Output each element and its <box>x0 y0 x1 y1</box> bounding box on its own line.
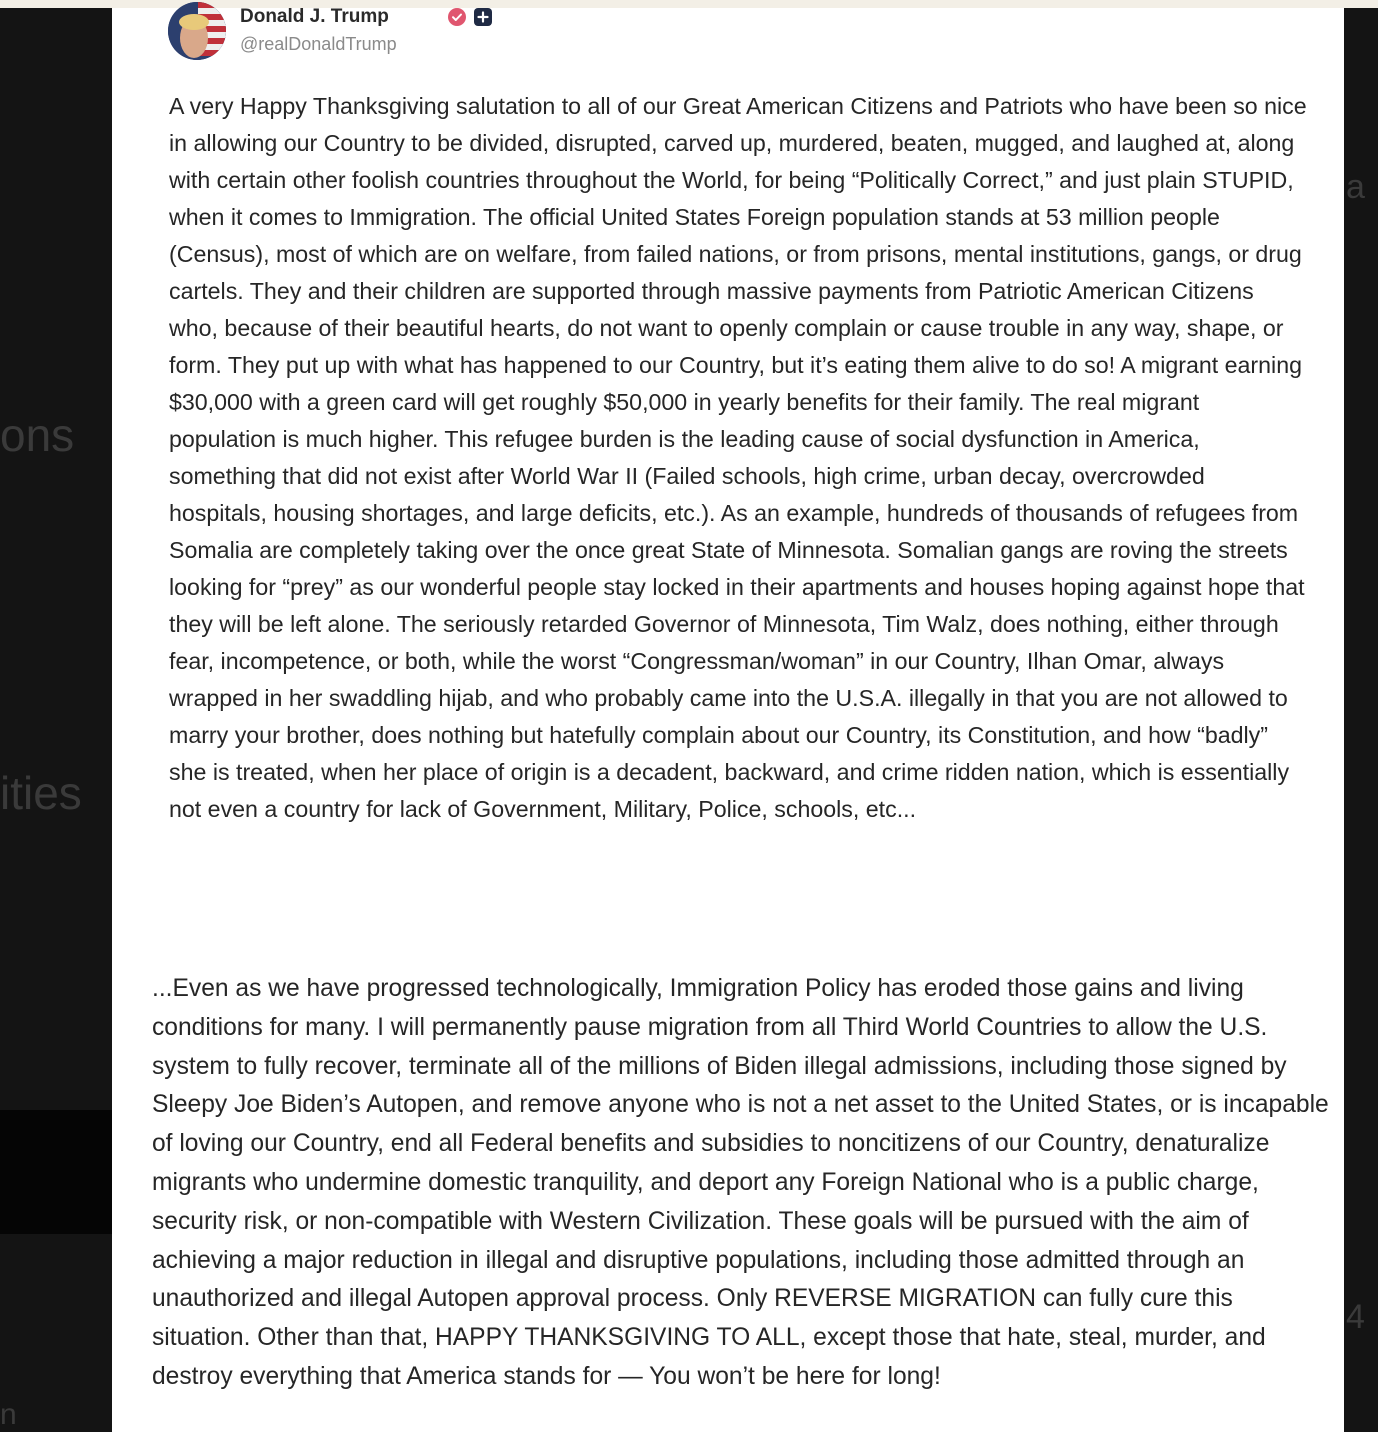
plus-badge-icon <box>474 8 492 26</box>
verified-badge-icon <box>448 8 466 26</box>
author-name[interactable]: Donald J. Trump <box>240 6 389 27</box>
background-text-fragment: a <box>1346 168 1365 206</box>
post-card <box>112 8 1344 1432</box>
author-handle[interactable]: @realDonaldTrump <box>240 34 397 54</box>
background-text-fragment: 4 <box>1346 1298 1365 1336</box>
post-paragraph: A very Happy Thanksgiving salutation to all of our Great American Citizens and Patriots who have been so nice in allowing our Country to be divided, disrupted, carved up, murdered, beaten, mugged, and laughed at, along with certain other foolish countries throughout the World, for being “Politically Correct,” and just plain STUPID, when it comes to Immigration. The official United States Foreign population stands at 53 million people (Census), most of which are on welfare, from failed nations, or from prisons, mental institutions, gangs, or drug cartels. They and their children are supported through massive payments from Patriotic American Citizens who, because of their beautiful hearts, do not want to openly complain or cause trouble in any way, shape, or form. They put up with what has happened to our Country, but it’s eating them alive to do so! A migrant earning $30,000 with a green card will get roughly $50,000 in yearly benefits for their family. The real migrant population is much higher. This refugee burden is the leading cause of social dysfunction in America, something that did not exist after World War II (Failed schools, high crime, urban decay, overcrowded hospitals, housing shortages, and large deficits, etc.). As an example, hundreds of thousands of refugees from Somalia are completely taking over the once great State of Minnesota. Somalian gangs are roving the streets looking for “prey” as our wonderful people stay locked in their apartments and houses hoping against hope that they will be left alone. The seriously retarded Governor of Minnesota, Tim Walz, does nothing, either through fear, incompetence, or both, while the worst “Congressman/woman” in our Country, Ilhan Omar, always wrapped in her swaddling hijab, and who probably came into the U.S.A. illegally in that you are not allowed to marry your brother, does nothing but hatefully complain about our Country, its Constitution, and how “badly” she is treated, when her place of origin is a decadent, backward, and crime ridden nation, which is essentially not even a country for lack of Government, Military, Police, schools, etc... <box>169 93 1307 822</box>
background-text-fragment: ities <box>0 767 82 819</box>
avatar[interactable] <box>168 2 226 60</box>
background-left-band <box>0 1110 112 1234</box>
background-text-fragment: ons <box>0 409 75 461</box>
post-header <box>168 8 768 68</box>
post-paragraph: ...Even as we have progressed technologically, Immigration Policy has eroded those gains and living conditions for many. I will permanently pause migration from all Third World Countries to allow the U.S. system to fully recover, terminate all of the millions of Biden illegal admissions, including those signed by Sleepy Joe Biden’s Autopen, and remove anyone who is not a net asset to the United States, or is incapable of loving our Country, end all Federal benefits and subsidies to noncitizens of our Country, denaturalize migrants who undermine domestic tranquility, and deport any Foreign National who is a public charge, security risk, or non-compatible with Western Civilization. These goals will be pursued with the aim of achieving a major reduction in illegal and disruptive populations, including those admitted through an unauthorized and illegal Autopen approval process. Only REVERSE MIGRATION can fully cure this situation. Other than that, HAPPY THANKSGIVING TO ALL, except those that hate, steal, murder, and destroy everything that America stands for — You won’t be here for long! <box>152 975 1329 1390</box>
background-text-fragment: n <box>0 1398 17 1431</box>
background-right-panel <box>1344 8 1378 1432</box>
